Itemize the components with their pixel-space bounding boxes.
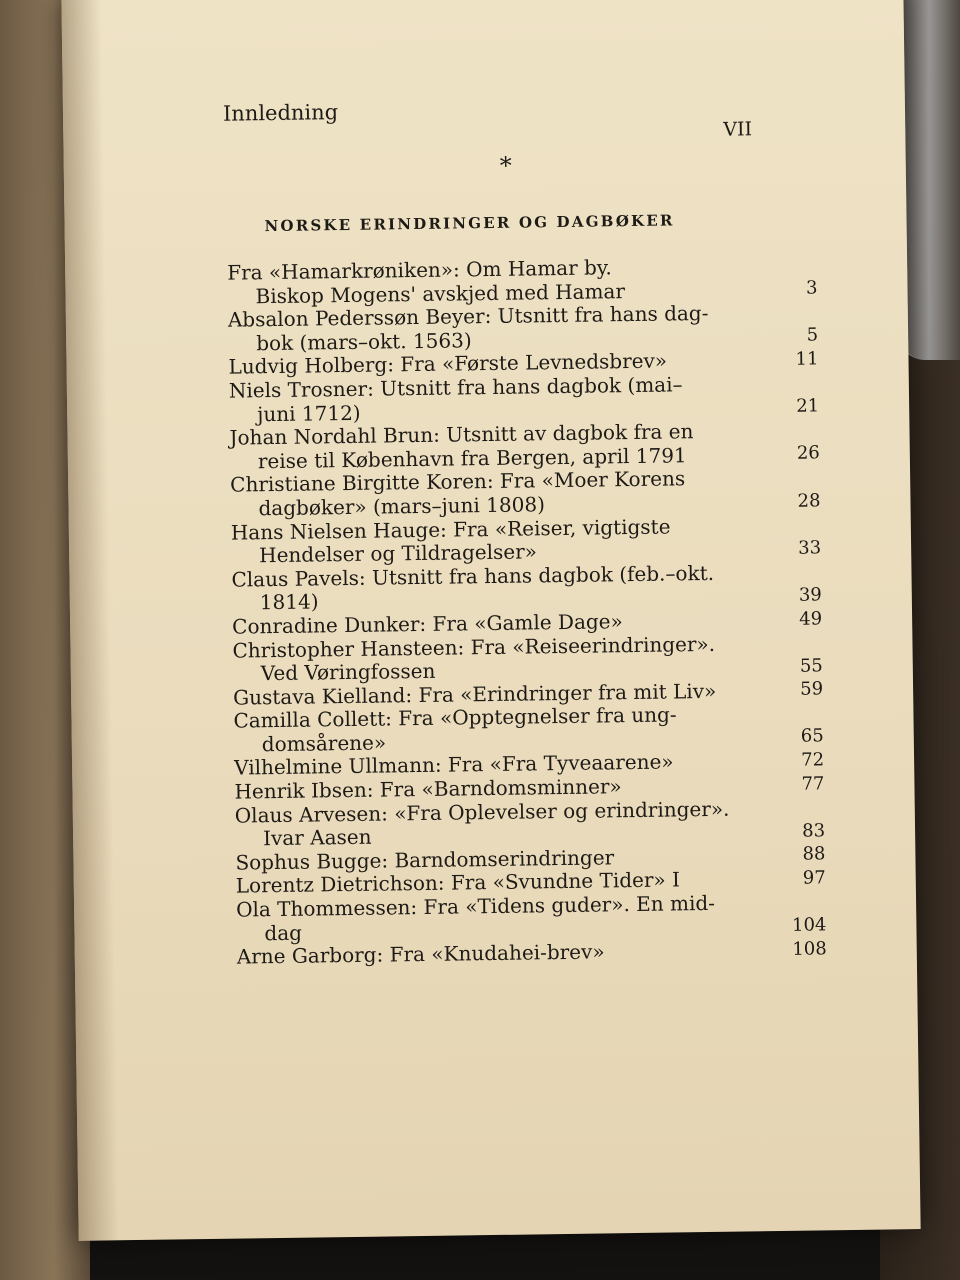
- toc-entry-page-number: 49: [799, 607, 823, 630]
- toc-entry-continuation: dag: [264, 920, 303, 945]
- toc-entry-title: Johan Nordahl Brun: Utsnitt av dagbok fra en: [229, 419, 694, 450]
- toc-entry-title: Ola Thommessen: Fra «Tidens guder». En mid-: [235, 890, 716, 922]
- book-page: [61, 0, 920, 1241]
- toc-entry-title: Hans Nielsen Hauge: Fra «Reiser, vigtigste: [230, 514, 671, 545]
- toc-entry-page-number: 104: [791, 914, 827, 937]
- asterisk-ornament: *: [499, 151, 512, 180]
- toc-entry-title: Olaus Arvesen: «Fra Oplevelser og erindringer».: [234, 796, 730, 828]
- toc-entry: [233, 702, 824, 757]
- toc-entry-title: Absalon Pederssøn Beyer: Utsnitt fra hans dag-: [227, 301, 709, 332]
- toc-entry-page-number: 11: [795, 348, 819, 370]
- toc-entry-title: Niels Trosner: Utsnitt fra hans dagbok (mai–: [228, 372, 683, 403]
- toc-entry: [230, 466, 821, 521]
- toc-entry-title: Claus Pavels: Utsnitt fra hans dagbok (feb.–okt.: [231, 560, 715, 592]
- toc-entry-continuation: dagbøker» (mars–juni 1808): [258, 492, 546, 521]
- toc-entry-page-number: 83: [802, 820, 826, 842]
- toc-entry-title: Camilla Collett: Fra «Opptegnelser fra ung-: [233, 702, 677, 733]
- toc-entry: [229, 371, 820, 426]
- toc-entry-title: Fra «Hamarkrøniken»: Om Hamar by.: [227, 255, 612, 285]
- toc-entry-title: Arne Garborg: Fra «Knudahei-brev»: [236, 939, 605, 969]
- toc-entry: [231, 513, 822, 568]
- toc-entry-title: Henrik Ibsen: Fra «Barndomsminner»: [234, 774, 622, 804]
- section-heading: NORSKE ERINDRINGER OG DAGBØKER: [264, 211, 675, 236]
- toc-entry-page-number: 3: [805, 277, 818, 299]
- toc-entry-page-number: 88: [802, 843, 826, 866]
- toc-entry-title: Christopher Hansteen: Fra «Reiseerindringer».: [232, 631, 716, 663]
- toc-entry: [227, 253, 818, 308]
- toc-entry-page-number: 77: [801, 773, 825, 795]
- toc-entry-title: Sophus Bugge: Barndomserindringer: [235, 845, 615, 875]
- toc-entry-page-number: 108: [792, 938, 827, 960]
- toc-entry-page-number: 65: [800, 725, 824, 748]
- toc-entry-continuation: Ivar Aasen: [262, 824, 372, 851]
- toc-entry-title: Gustava Kielland: Fra «Erindringer fra mit Liv»: [232, 678, 717, 710]
- running-head: Innledning: [222, 100, 339, 126]
- toc-entry-continuation: reise til København fra Bergen, april 1791: [257, 443, 687, 473]
- toc-entry-page-number: 59: [800, 678, 824, 700]
- toc-entry-page-number: 39: [798, 584, 822, 606]
- toc-entry-continuation: bok (mars–okt. 1563): [256, 328, 472, 356]
- toc-entry-page-number: 33: [798, 537, 822, 559]
- toc-entry-page-number: 97: [802, 867, 826, 889]
- toc-entry-title: Christiane Birgitte Koren: Fra «Moer Korens: [230, 466, 686, 497]
- toc-entry-continuation: domsårene»: [261, 730, 387, 757]
- toc-entry-page-number: 28: [797, 489, 821, 512]
- toc-entry-continuation: Biskop Mogens' avskjed med Hamar: [255, 278, 626, 308]
- toc-entry: [236, 890, 827, 945]
- toc-entry: [228, 301, 819, 356]
- toc-entry-continuation: 1814): [259, 589, 319, 615]
- toc-entry-continuation: juni 1712): [257, 400, 361, 426]
- toc-entry: [229, 419, 820, 474]
- toc-entry-title: Ludvig Holberg: Fra «Første Levnedsbrev»: [228, 348, 668, 380]
- toc-entry: [231, 560, 822, 615]
- toc-entry-page-number: 72: [801, 749, 825, 771]
- toc-entry: [235, 796, 826, 851]
- toc-entry-title: Lorentz Dietrichson: Fra «Svundne Tider» I: [235, 867, 681, 899]
- table-of-contents: [227, 253, 827, 969]
- toc-entry-continuation: Ved Vøringfossen: [260, 658, 436, 686]
- toc-entry-title: Conradine Dunker: Fra «Gamle Dage»: [232, 609, 623, 639]
- toc-entry: [232, 631, 823, 686]
- toc-entry-title: Vilhelmine Ullmann: Fra «Fra Tyveaarene»: [233, 749, 674, 781]
- toc-entry-page-number: 26: [796, 442, 820, 465]
- page-number: VII: [723, 118, 753, 141]
- toc-entry-continuation: Hendelser og Tildragelser»: [259, 539, 538, 568]
- toc-entry-page-number: 55: [799, 655, 823, 677]
- toc-entry-page-number: 5: [806, 324, 819, 346]
- toc-entry-page-number: 21: [796, 395, 820, 417]
